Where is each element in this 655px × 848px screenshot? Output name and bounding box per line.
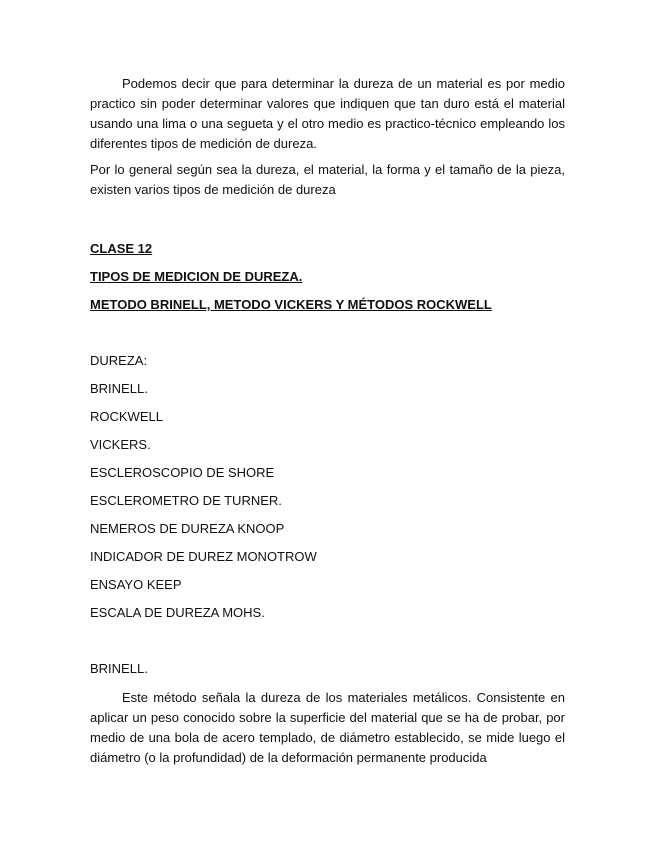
brinell-paragraph: Este método señala la dureza de los materiales metálicos. Consistente en aplicar un peso conocido sobre la superficie del material que se ha de probar, por medio de una bola de acero templado, de diámetro establecido, se mide luego el diámetro (o la profundidad) de la deformación permanente producida: [90, 690, 565, 765]
list-item: VICKERS.: [90, 437, 151, 452]
list-item: INDICADOR DE DUREZ MONOTROW: [90, 549, 317, 564]
brinell-section: [90, 660, 565, 768]
metodos-heading: METODO BRINELL, METODO VICKERS Y MÉTODOS ROCKWELL: [90, 297, 492, 312]
list-item: NEMEROS DE DUREZA KNOOP: [90, 521, 285, 536]
tipos-heading: TIPOS DE MEDICION DE DUREZA.: [90, 269, 303, 284]
intro-paragraph-1: Podemos decir que para determinar la dureza de un material es por medio practico sin poder determinar valores que indiquen que tan duro está el material usando una lima o una segueta y el otro medio es practico-técnico empleando los diferentes tipos de medición de dureza.: [90, 76, 565, 151]
metodos-heading-block: [90, 296, 565, 314]
list-item: DUREZA:: [90, 353, 148, 368]
intro-paragraph-2: Por lo general según sea la dureza, el material, la forma y el tamaño de la pieza, existen varios tipos de medición de dureza: [90, 162, 565, 197]
intro-section: [90, 74, 565, 200]
list-item: ENSAYO KEEP: [90, 577, 182, 592]
list-item: ROCKWELL: [90, 409, 163, 424]
list-item: ESCLEROMETRO DE TURNER.: [90, 493, 282, 508]
clase-heading-block: [90, 240, 565, 258]
brinell-title: BRINELL.: [90, 661, 148, 676]
list-item: BRINELL.: [90, 381, 148, 396]
list-item: ESCLEROSCOPIO DE SHORE: [90, 465, 275, 480]
list-item: ESCALA DE DUREZA MOHS.: [90, 605, 265, 620]
clase-heading: CLASE 12: [90, 241, 153, 256]
tipos-heading-block: [90, 268, 565, 286]
